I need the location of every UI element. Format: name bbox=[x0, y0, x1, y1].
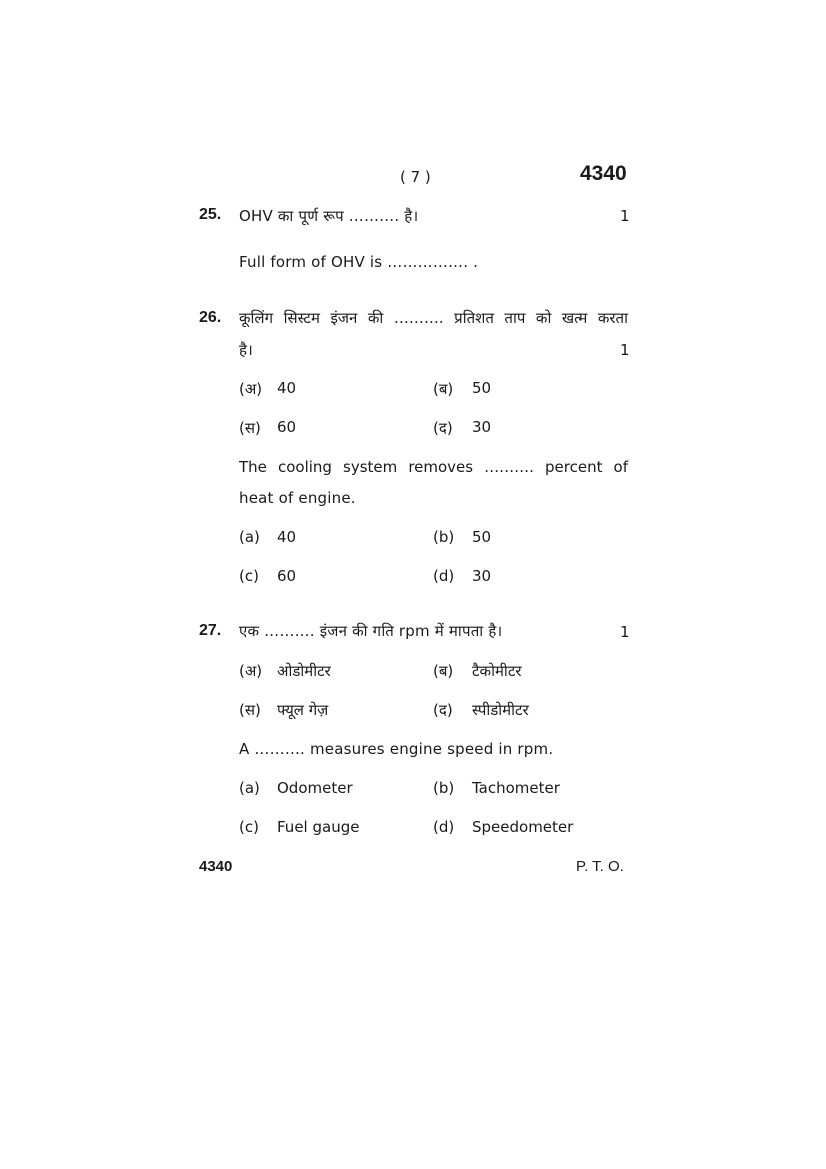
q27-english-option-d-text: Speedometer bbox=[472, 818, 574, 836]
question-25-marks: 1 bbox=[620, 207, 630, 225]
question-26-marks: 1 bbox=[620, 341, 630, 359]
q27-english-option-b-label: (b) bbox=[433, 779, 455, 797]
q26-english-option-b-text: 50 bbox=[472, 528, 492, 546]
q27-hindi-option-c-text: फ्यूल गेज़ bbox=[277, 701, 329, 719]
q26-english-option-c-text: 60 bbox=[277, 567, 297, 585]
question-26-number: 26. bbox=[199, 309, 222, 326]
question-25-hindi: OHV का पूर्ण रूप ………. है। bbox=[239, 207, 419, 225]
q27-english-option-a-label: (a) bbox=[239, 779, 260, 797]
q26-hindi-option-b-label: (ब) bbox=[433, 380, 454, 398]
question-25-number: 25. bbox=[199, 206, 222, 223]
q26-hindi-option-a-text: 40 bbox=[277, 379, 297, 397]
page-number: ( 7 ) bbox=[400, 168, 431, 186]
q27-english-option-c-label: (c) bbox=[239, 818, 259, 836]
question-26-english-line1: The cooling system removes ………. percent of bbox=[239, 458, 628, 476]
q26-hindi-option-a-label: (अ) bbox=[239, 380, 263, 398]
q26-english-option-c-label: (c) bbox=[239, 567, 259, 585]
q26-hindi-option-b-text: 50 bbox=[472, 379, 492, 397]
q27-english-option-a-text: Odometer bbox=[277, 779, 353, 797]
q26-english-option-d-label: (d) bbox=[433, 567, 455, 585]
q27-english-option-d-label: (d) bbox=[433, 818, 455, 836]
q26-hindi-option-c-text: 60 bbox=[277, 418, 297, 436]
q26-english-option-a-label: (a) bbox=[239, 528, 260, 546]
q27-hindi-option-a-label: (अ) bbox=[239, 662, 263, 680]
question-27-number: 27. bbox=[199, 622, 222, 639]
q27-hindi-option-c-label: (स) bbox=[239, 701, 261, 719]
q26-hindi-option-d-text: 30 bbox=[472, 418, 492, 436]
q26-english-option-b-label: (b) bbox=[433, 528, 455, 546]
question-27-marks: 1 bbox=[620, 623, 630, 641]
question-26-hindi-line2: है। bbox=[239, 341, 254, 359]
q27-hindi-option-b-text: टैकोमीटर bbox=[472, 662, 522, 680]
q26-hindi-option-d-label: (द) bbox=[433, 419, 453, 437]
q26-hindi-option-c-label: (स) bbox=[239, 419, 261, 437]
q27-english-option-b-text: Tachometer bbox=[472, 779, 560, 797]
question-25-english: Full form of OHV is ……………. . bbox=[239, 253, 479, 271]
q27-hindi-option-b-label: (ब) bbox=[433, 662, 454, 680]
question-26-english-line2: heat of engine. bbox=[239, 489, 356, 507]
please-turn-over: P. T. O. bbox=[576, 858, 624, 875]
q27-english-option-c-text: Fuel gauge bbox=[277, 818, 360, 836]
q26-english-option-a-text: 40 bbox=[277, 528, 297, 546]
q27-hindi-option-d-label: (द) bbox=[433, 701, 453, 719]
paper-code-footer: 4340 bbox=[199, 858, 233, 875]
paper-code-header: 4340 bbox=[580, 162, 627, 185]
question-26-hindi-line1: कूलिंग सिस्टम इंजन की ………. प्रतिशत ताप को खत्म करता bbox=[239, 309, 628, 327]
q27-hindi-option-a-text: ओडोमीटर bbox=[277, 662, 331, 680]
question-27-english: A ………. measures engine speed in rpm. bbox=[239, 740, 554, 758]
q26-english-option-d-text: 30 bbox=[472, 567, 492, 585]
q27-hindi-option-d-text: स्पीडोमीटर bbox=[472, 701, 529, 719]
question-27-hindi: एक ………. इंजन की गति rpm में मापता है। bbox=[239, 622, 503, 640]
